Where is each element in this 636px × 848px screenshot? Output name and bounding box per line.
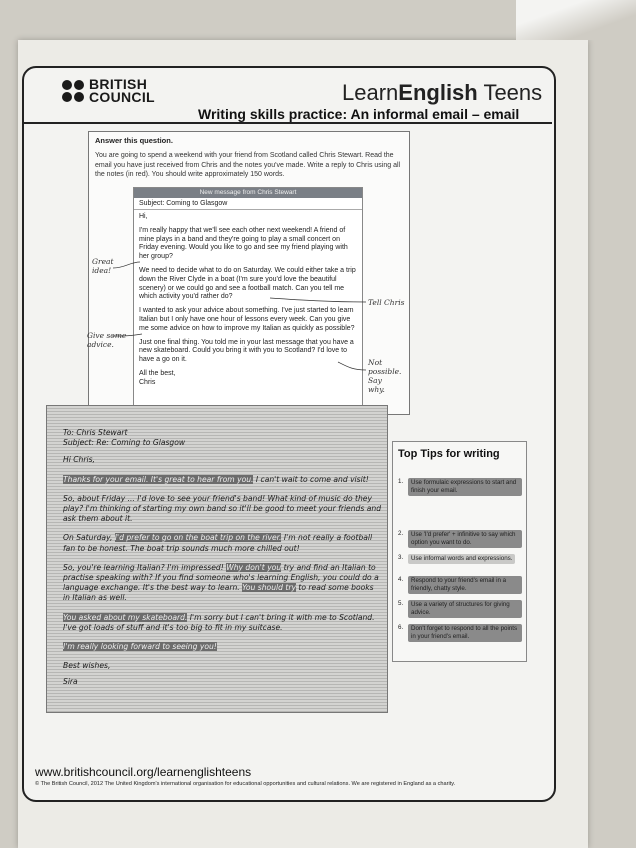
tip-item — [398, 478, 522, 496]
tip-text: Use 'I'd prefer' + infinitive to say which option you want to do. — [408, 530, 522, 548]
tip-number: 1. — [398, 478, 404, 485]
tip-text: Use informal words and expressions. — [408, 554, 515, 564]
tip-item — [398, 600, 522, 618]
tip-item — [398, 624, 522, 642]
message-subject: Subject: Coming to Glasgow — [134, 198, 362, 210]
top-tips-box — [392, 441, 527, 662]
reply-p1-text: I can't wait to come and visit! — [253, 474, 369, 484]
highlight-opening: Thanks for your email. It's great to hear from you. — [63, 474, 254, 484]
tip-text: Use a variety of structures for giving advice. — [408, 600, 522, 618]
tip-item — [398, 554, 522, 564]
brand-learn: Learn — [342, 80, 399, 105]
reply-p3-text-b: I'm not really a football fan to be honest. The boat trip sounds much more chilled out! — [63, 533, 373, 553]
highlight-skateboard: You asked about my skateboard. — [63, 612, 188, 622]
reply-paragraph-1 — [63, 475, 381, 485]
note-great-idea: Great idea! — [92, 257, 114, 275]
highlight-you-should-try: You should try — [242, 583, 296, 593]
tips-title: Top Tips for writing — [398, 448, 500, 460]
highlight-why-dont-you: Why don't you — [226, 562, 282, 572]
reply-p3-text-a: On Saturday, — [63, 533, 115, 543]
tip-number: 5. — [398, 600, 404, 607]
reply-email — [46, 405, 388, 713]
highlight-prefer: I'd prefer to go on the boat trip on the river. — [114, 533, 282, 543]
tip-item — [398, 576, 522, 594]
message-signoff: All the best, — [139, 369, 176, 377]
footer-copyright: © The British Council, 2012 The United Kingdom's international organisation for educational opportunities and cultural relations. We are registered in England as a charity. — [35, 781, 456, 787]
page-subtitle: Writing skills practice: An informal email – email — [198, 106, 520, 122]
reply-paragraph-2: So, about Friday ... I'd love to see your friend's band! What kind of music do they play? I'm thinking of starting my own band so it'll be good to meet your friends and ask them about it. — [63, 493, 382, 524]
message-paragraph-4: Just one final thing. You told me in your last message that you have a new skateboard. Could you bring it with you to Scotland? I'd love to have a go on it. — [139, 338, 354, 364]
tip-number: 2. — [398, 530, 404, 537]
tip-item — [398, 530, 522, 548]
logo-line1: BRITISH — [89, 76, 148, 92]
brand-teens: Teens — [477, 80, 543, 105]
brand-english: English — [398, 80, 478, 105]
message-title-bar: New message from Chris Stewart — [134, 188, 362, 198]
reply-to: To: Chris Stewart — [63, 428, 128, 437]
task-instructions: You are going to spend a weekend with your friend from Scotland called Chris Stewart. Read the email you have just received from Chris and the notes you've made. Write a reply to Chris using all the notes (in red). You should write approximately 150 words. — [95, 152, 401, 178]
task-question: Answer this question. — [95, 136, 173, 145]
tip-text: Don't forget to respond to all the points in your friend's email. — [408, 624, 522, 642]
message-paragraph-2: We need to decide what to do on Saturday. We could either take a trip down the River Clyde in a boat (I'm sure you'd love the beautiful scenery) or we could go and see a football match. Can you tell me which activity you'd rather do? — [139, 266, 356, 301]
tip-number: 3. — [398, 554, 404, 561]
reply-paragraph-4 — [63, 563, 381, 604]
reply-p4-text-a: So, you're learning Italian? I'm impressed! — [63, 562, 227, 572]
reply-greeting: Hi Chris, — [63, 455, 95, 465]
reply-p4-text-c: to read some books in Italian as well. — [63, 583, 374, 603]
message-paragraph-3: I wanted to ask your advice about something. I've just started to learn Italian but I only have one hour of lessons every week. Can you give me some advice on how to improve my Italian as quickly as possible? — [139, 307, 355, 332]
tip-text: Use formulaic expressions to start and finish your email. — [408, 478, 522, 496]
reply-paragraph-6 — [63, 642, 381, 652]
tip-number: 6. — [398, 624, 404, 631]
tip-text: Respond to your friend's email in a friendly, chatty style. — [408, 576, 522, 594]
reply-paragraph-5 — [63, 613, 381, 633]
reply-signoff: Best wishes, — [63, 661, 111, 671]
reply-p5-text: I'm sorry but I can't bring it with me to Scotland. I've got loads of stuff and it's too big to fit in my suitcase. — [63, 612, 375, 632]
footer-url: www.britishcouncil.org/learnenglishteens — [35, 765, 252, 779]
reply-paragraph-3 — [63, 533, 381, 553]
reply-subject: Subject: Re: Coming to Glasgow — [63, 438, 186, 448]
message-name: Chris — [139, 378, 156, 386]
highlight-looking-forward: I'm really looking forward to seeing you! — [63, 642, 217, 652]
note-give-advice: Give some advice. — [87, 331, 127, 349]
message-paragraph-1: I'm really happy that we'll see each other next weekend! A friend of mine plays in a band and they're going to play a small concert on Friday evening. Would you like to go and see my friend playing with her group? — [139, 226, 348, 261]
note-not-possible: Not possible. Say why. — [368, 358, 402, 394]
reply-name: Sira — [63, 677, 78, 687]
logo-line2: COUNCIL — [89, 89, 155, 105]
tip-number: 4. — [398, 576, 404, 583]
reply-p4-text-b: try and find an Italian to practise speaking with? If you find someone who's learning English, you could do a language exchange. It's the best way to learn. — [63, 562, 379, 593]
note-tell-chris: Tell Chris — [368, 298, 405, 307]
message-greeting: Hi, — [139, 213, 148, 220]
